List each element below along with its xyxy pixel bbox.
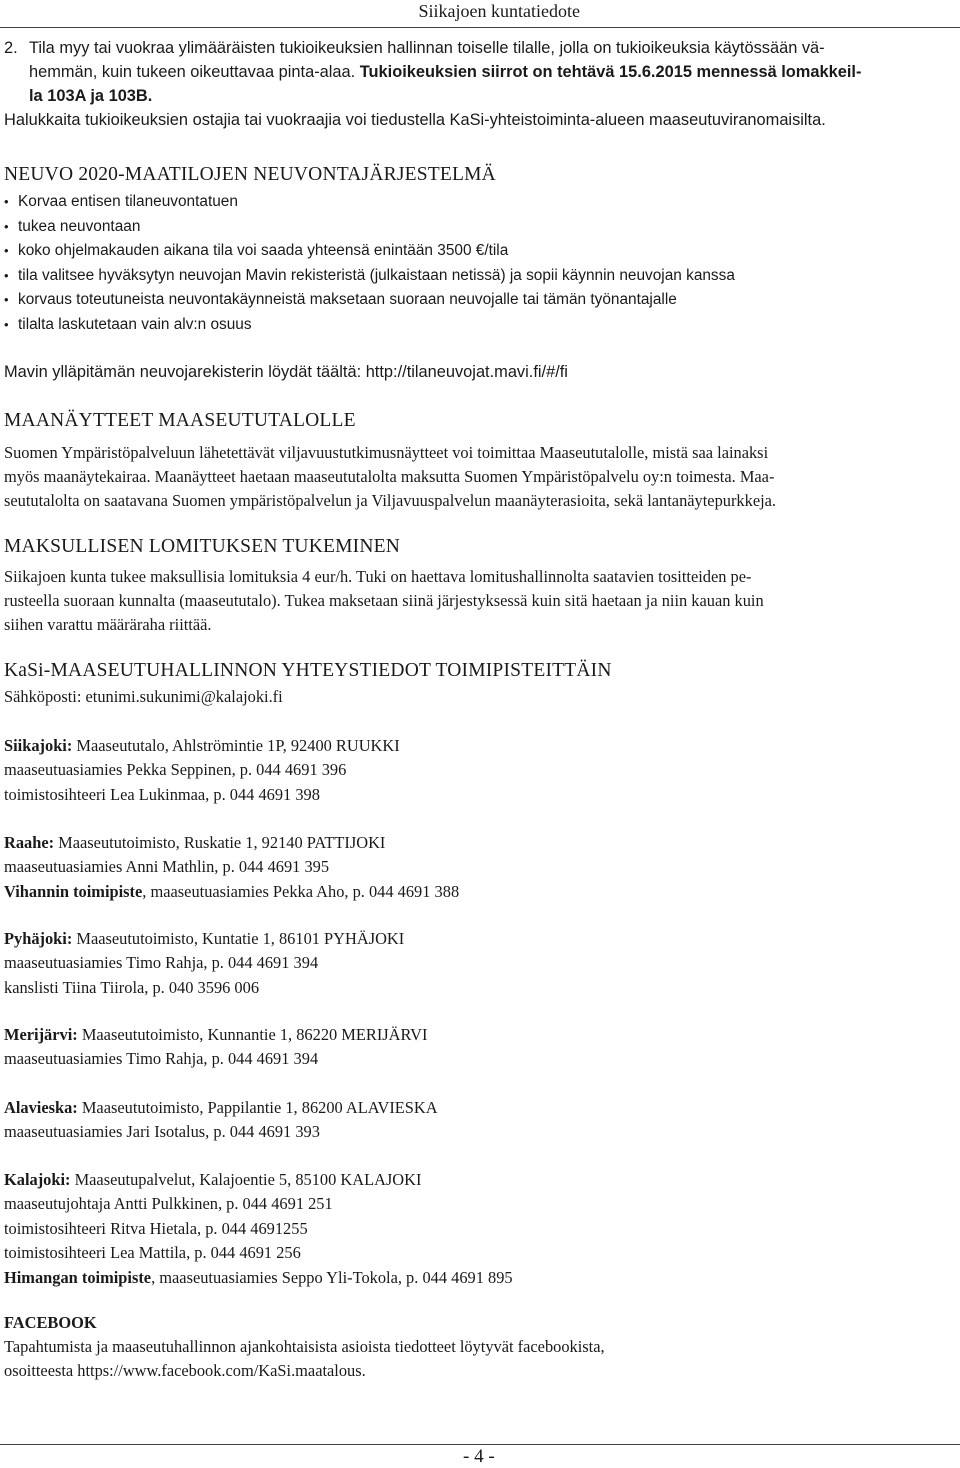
text-line: Siikajoen kunta tukee maksullisia lomituksia 4 eur/h. Tuki on haettava lomitushallinnolta saatavien tositteiden pe- — [4, 567, 752, 586]
contact-line: kanslisti Tiina Tiirola, p. 040 3596 006 — [4, 977, 260, 997]
bullet-item: • koko ohjelmakauden aikana tila voi saada yhteensä enintään 3500 €/tila — [4, 239, 956, 264]
bullet-item: • tila valitsee hyväksytyn neuvojan Mavin rekisteristä (julkaistaan netissä) ja sopii käynnin neuvojan kanssa — [4, 264, 956, 289]
contact-line: toimistosihteeri Ritva Hietala, p. 044 4691255 — [4, 1218, 308, 1238]
bullet-item: • tilalta laskutetaan vain alv:n osuus — [4, 313, 956, 338]
office-kalajoki — [4, 1168, 956, 1290]
contact-line: maaseutuasiamies Timo Rahja, p. 044 4691 394 — [4, 1049, 319, 1069]
register-link-text: Mavin ylläpitämän neuvojarekisterin löydät täältä: http://tilaneuvojat.mavi.fi/#/fi — [4, 363, 568, 381]
neuvo-bullet-list — [4, 190, 956, 337]
office-address: Maaseututoimisto, Kunnantie 1, 86220 MERIJÄRVI — [77, 1025, 428, 1044]
office-pyhajoki — [4, 927, 956, 1000]
text-line: rusteella suoraan kunnalta (maaseututalo). Tukea maksetaan siinä järjestyksessä kuin sitä haetaan ja niin kauan kuin — [4, 591, 764, 610]
office-address: Maaseututoimisto, Pappilantie 1, 86200 ALAVIESKA — [77, 1098, 438, 1117]
office-place: Alavieska: — [4, 1098, 78, 1117]
intro-section — [4, 36, 956, 132]
email-format: Sähköposti: etunimi.sukunimi@kalajoki.fi — [4, 687, 283, 706]
office-address: Maaseututoimisto, Kuntatie 1, 86101 PYHÄJOKI — [72, 929, 405, 948]
intro-paragraph — [4, 36, 956, 108]
branch-office-name: Vihannin toimipiste — [4, 881, 143, 901]
page-number: - 4 - — [463, 1446, 495, 1467]
bullet-item: • tukea neuvontaan — [4, 215, 956, 240]
naytteet-heading: MAANÄYTTEET MAASEUTUTALOLLE — [4, 410, 356, 431]
office-place: Pyhäjoki: — [4, 929, 73, 948]
text-line: myös maanäytekairaa. Maanäytteet haetaan maaseututalolta maksutta Suomen Ympäristöpalvelu oy:n toimesta. Maa- — [4, 467, 775, 486]
contact-line: maaseutujohtaja Antti Pulkkinen, p. 044 4691 251 — [4, 1194, 333, 1214]
facebook-line: osoitteesta https://www.facebook.com/KaSi.maatalous. — [4, 1361, 366, 1380]
kasi-heading: KaSi-MAASEUTUHALLINNON YHTEYSTIEDOT TOIMIPISTEITTÄIN — [4, 660, 612, 681]
branch-office-name: Himangan toimipiste — [4, 1267, 152, 1287]
document-header-title: Siikajoen kuntatiedote — [418, 1, 580, 21]
contact-line: maaseutuasiamies Timo Rahja, p. 044 4691 394 — [4, 953, 319, 973]
facebook-heading: FACEBOOK — [4, 1313, 97, 1332]
facebook-section — [4, 1311, 956, 1383]
lomitus-heading: MAKSULLISEN LOMITUKSEN TUKEMINEN — [4, 536, 401, 557]
neuvo-heading: NEUVO 2020-MAATILOJEN NEUVONTAJÄRJESTELMÄ — [4, 164, 496, 185]
bullet-item: • korvaus toteutuneista neuvontakäynneistä maksetaan suoraan neuvojalle tai tämän työnantajalle — [4, 288, 956, 313]
office-place: Siikajoki: — [4, 736, 73, 755]
kasi-section — [4, 659, 956, 709]
contact-line: toimistosihteeri Lea Mattila, p. 044 4691 256 — [4, 1243, 301, 1263]
contact-line: maaseutuasiamies Pekka Seppinen, p. 044 4691 396 — [4, 760, 347, 780]
naytteet-body — [4, 441, 956, 513]
office-address: Maaseututalo, Ahlströmintie 1P, 92400 RUUKKI — [72, 736, 400, 755]
neuvo-bullets-block — [4, 190, 956, 337]
intro-inquiry: Halukkaita tukioikeuksien ostajia tai vuokraajia voi tiedustella KaSi-yhteistoiminta-alueen maaseutuviranomaisilta. — [4, 111, 826, 129]
intro-line-1: Tila myy tai vuokraa ylimääräisten tukioikeuksien hallinnan toiselle tilalle, jolla on tukioikeuksia käytössään vä- — [29, 39, 825, 57]
office-place: Raahe: — [4, 833, 55, 852]
lomitus-body — [4, 565, 956, 637]
contact-line: maaseutuasiamies Anni Mathlin, p. 044 4691 395 — [4, 857, 330, 877]
neuvo-register — [4, 360, 956, 384]
office-siikajoki — [4, 734, 956, 807]
office-alavieska — [4, 1096, 956, 1145]
intro-number: 2. — [4, 39, 18, 57]
intro-line-2: hemmän, kuin tukeen oikeuttavaa pinta-alaa. — [29, 63, 360, 81]
text-line: Suomen Ympäristöpalveluun lähetettävät viljavuustutkimusnäytteet voi toimittaa Maaseututalolle, mistä saa lainaksi — [4, 443, 769, 462]
intro-deadline-bold: Tukioikeuksien siirrot on tehtävä 15.6.2015 mennessä lomakkeil- — [359, 63, 862, 81]
facebook-line: Tapahtumista ja maaseutuhallinnon ajankohtaisista asioista tiedotteet löytyvät facebookista, — [4, 1337, 605, 1356]
text-line: siihen varattu määräraha riittää. — [4, 615, 212, 634]
lomitus-section — [4, 535, 956, 637]
naytteet-section — [4, 409, 956, 513]
office-place: Kalajoki: — [4, 1170, 71, 1189]
office-address: Maaseutupalvelut, Kalajoentie 5, 85100 KALAJOKI — [70, 1170, 422, 1189]
neuvo-section — [4, 163, 956, 187]
branch-office-contact: , maaseutuasiamies Pekka Aho, p. 044 4691 388 — [142, 881, 460, 901]
text-line: seututalolta on saatavana Suomen ympäristöpalvelun ja Viljavuuspalvelun maanäyterasioita, sekä lantanäytepurkkeja. — [4, 491, 777, 510]
branch-office-contact: , maaseutuasiamies Seppo Yli-Tokola, p. 044 4691 895 — [151, 1267, 513, 1287]
header-rule — [0, 27, 960, 28]
office-place: Merijärvi: — [4, 1025, 78, 1044]
bullet-item: • Korvaa entisen tilaneuvontatuen — [4, 190, 956, 215]
contact-line: maaseutuasiamies Jari Isotalus, p. 044 4691 393 — [4, 1122, 320, 1142]
office-merijarvi — [4, 1023, 956, 1072]
office-raahe — [4, 831, 956, 904]
intro-form-bold: la 103A ja 103B. — [29, 87, 153, 105]
office-address: Maaseututoimisto, Ruskatie 1, 92140 PATTIJOKI — [54, 833, 386, 852]
footer-rule — [0, 1444, 960, 1445]
contact-line: toimistosihteeri Lea Lukinmaa, p. 044 4691 398 — [4, 784, 320, 804]
